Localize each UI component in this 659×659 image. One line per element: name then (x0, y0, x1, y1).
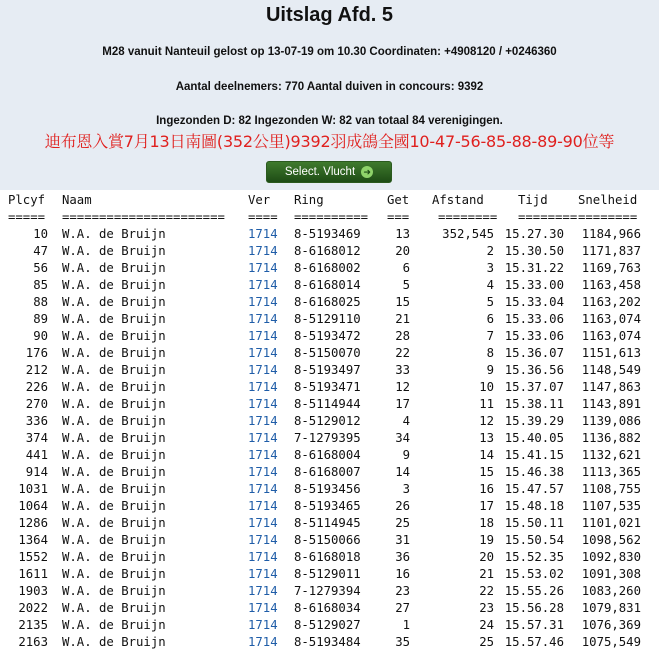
cell-snelheid: 1136,882 (581, 431, 641, 445)
cell-snelheid: 1083,260 (581, 584, 641, 598)
select-flight-label: Select. Vlucht (284, 166, 356, 178)
cell-plcyf: 90 (33, 329, 48, 343)
cell-naam: W.A. de Bruijn (62, 312, 166, 326)
cell-naam: W.A. de Bruijn (62, 635, 166, 649)
cell-snelheid: 1151,613 (581, 346, 641, 360)
cell-naam: W.A. de Bruijn (62, 363, 166, 377)
cell-tijd: 15.46.38 (504, 465, 564, 479)
submissions-info: Ingezonden D: 82 Ingezonden W: 82 van totaal 84 verenigingen. (156, 115, 503, 127)
cell-tijd: 15.33.06 (504, 329, 564, 343)
cell-plcyf: 10 (33, 227, 48, 241)
sep-ver: ==== (248, 210, 278, 224)
results-table (0, 192, 659, 651)
cell-snelheid: 1108,755 (581, 482, 641, 496)
table-row (0, 260, 659, 277)
cell-afstand: 16 (479, 482, 494, 496)
cell-naam: W.A. de Bruijn (62, 550, 166, 564)
cell-snelheid: 1101,021 (581, 516, 641, 530)
table-row (0, 226, 659, 243)
cell-snelheid: 1091,308 (581, 567, 641, 581)
cell-get: 6 (402, 261, 410, 275)
cell-ver-link[interactable]: 1714 (248, 295, 278, 309)
cell-get: 13 (395, 227, 410, 241)
cell-ring: 8-5129027 (294, 618, 361, 632)
cell-ver-link[interactable]: 1714 (248, 227, 278, 241)
cell-plcyf: 85 (33, 278, 48, 292)
cell-tijd: 15.48.18 (504, 499, 564, 513)
cell-ring: 8-6168014 (294, 278, 361, 292)
table-row (0, 447, 659, 464)
cell-afstand: 6 (486, 312, 494, 326)
col-plcyf: Plcyf (8, 193, 46, 207)
cell-ver-link[interactable]: 1714 (248, 601, 278, 615)
cell-naam: W.A. de Bruijn (62, 533, 166, 547)
table-row (0, 243, 659, 260)
col-ver: Ver (248, 193, 271, 207)
col-tijd: Tijd (518, 193, 548, 207)
cell-snelheid: 1139,086 (581, 414, 641, 428)
cell-plcyf: 1611 (18, 567, 48, 581)
flight-info: M28 vanuit Nanteuil gelost op 13-07-19 om 10.30 Coordinaten: +4908120 / +0246360 (102, 46, 557, 58)
cell-naam: W.A. de Bruijn (62, 295, 166, 309)
cell-afstand: 20 (479, 550, 494, 564)
cell-afstand: 5 (486, 295, 494, 309)
cell-plcyf: 89 (33, 312, 48, 326)
cell-afstand: 8 (486, 346, 494, 360)
cell-naam: W.A. de Bruijn (62, 499, 166, 513)
table-body (0, 226, 659, 651)
cell-get: 12 (395, 380, 410, 394)
cell-get: 5 (402, 278, 410, 292)
table-row (0, 396, 659, 413)
cell-snelheid: 1163,074 (581, 312, 641, 326)
table-row (0, 413, 659, 430)
cell-tijd: 15.37.07 (504, 380, 564, 394)
cell-snelheid: 1098,562 (581, 533, 641, 547)
cell-naam: W.A. de Bruijn (62, 414, 166, 428)
cell-snelheid: 1163,202 (581, 295, 641, 309)
cell-plcyf: 226 (25, 380, 48, 394)
col-afstand: Afstand (432, 193, 484, 207)
cell-snelheid: 1169,763 (581, 261, 641, 275)
table-row (0, 617, 659, 634)
cell-get: 1 (402, 618, 410, 632)
cell-get: 14 (395, 465, 410, 479)
cell-naam: W.A. de Bruijn (62, 261, 166, 275)
cell-tijd: 15.52.35 (504, 550, 564, 564)
cell-tijd: 15.33.00 (504, 278, 564, 292)
cell-naam: W.A. de Bruijn (62, 584, 166, 598)
cell-ver-link[interactable]: 1714 (248, 380, 278, 394)
cell-tijd: 15.33.04 (504, 295, 564, 309)
cell-get: 15 (395, 295, 410, 309)
cell-ver-link[interactable]: 1714 (248, 431, 278, 445)
table-row (0, 362, 659, 379)
cell-snelheid: 1132,621 (581, 448, 641, 462)
cell-afstand: 7 (486, 329, 494, 343)
cell-naam: W.A. de Bruijn (62, 567, 166, 581)
cell-plcyf: 374 (25, 431, 48, 445)
cell-ver-link[interactable]: 1714 (248, 346, 278, 360)
cell-naam: W.A. de Bruijn (62, 346, 166, 360)
cell-naam: W.A. de Bruijn (62, 465, 166, 479)
cell-afstand: 24 (479, 618, 494, 632)
cell-naam: W.A. de Bruijn (62, 431, 166, 445)
cell-ring: 8-5193456 (294, 482, 361, 496)
cell-naam: W.A. de Bruijn (62, 448, 166, 462)
cell-ver-link[interactable]: 1714 (248, 397, 278, 411)
cell-plcyf: 1552 (18, 550, 48, 564)
cell-naam: W.A. de Bruijn (62, 278, 166, 292)
cell-get: 33 (395, 363, 410, 377)
cell-tijd: 15.56.28 (504, 601, 564, 615)
cell-ver-link[interactable]: 1714 (248, 244, 278, 258)
cell-get: 28 (395, 329, 410, 343)
cell-ring: 8-6168004 (294, 448, 361, 462)
cell-snelheid: 1148,549 (581, 363, 641, 377)
cell-tijd: 15.30.50 (504, 244, 564, 258)
table-row (0, 549, 659, 566)
cell-afstand: 9 (486, 363, 494, 377)
cell-snelheid: 1163,458 (581, 278, 641, 292)
cell-afstand: 19 (479, 533, 494, 547)
cell-plcyf: 270 (25, 397, 48, 411)
cell-plcyf: 336 (25, 414, 48, 428)
cell-naam: W.A. de Bruijn (62, 618, 166, 632)
cell-ver-link[interactable]: 1714 (248, 499, 278, 513)
table-row (0, 498, 659, 515)
cell-snelheid: 1184,966 (581, 227, 641, 241)
cell-ring: 8-6168034 (294, 601, 361, 615)
cell-ring: 7-1279394 (294, 584, 361, 598)
cell-plcyf: 47 (33, 244, 48, 258)
cell-ring: 8-5193471 (294, 380, 361, 394)
cell-ver-link[interactable]: 1714 (248, 261, 278, 275)
cell-ver-link[interactable]: 1714 (248, 414, 278, 428)
page-title: Uitslag Afd. 5 (265, 4, 394, 26)
cell-ver-link[interactable]: 1714 (248, 465, 278, 479)
col-ring: Ring (294, 193, 324, 207)
cell-get: 16 (395, 567, 410, 581)
cell-tijd: 15.47.57 (504, 482, 564, 496)
table-row (0, 277, 659, 294)
cell-ver-link[interactable]: 1714 (248, 312, 278, 326)
cell-ver-link[interactable]: 1714 (248, 618, 278, 632)
table-row (0, 430, 659, 447)
cell-ring: 8-5129110 (294, 312, 361, 326)
sep-snelheid: ======== (578, 210, 638, 224)
cell-afstand: 21 (479, 567, 494, 581)
cell-ring: 8-5114944 (294, 397, 361, 411)
table-row (0, 464, 659, 481)
cell-plcyf: 441 (25, 448, 48, 462)
cell-ring: 7-1279395 (294, 431, 361, 445)
cell-ring: 8-6168018 (294, 550, 361, 564)
cell-plcyf: 1064 (18, 499, 48, 513)
table-separator (0, 209, 659, 226)
cell-afstand: 12 (479, 414, 494, 428)
table-row (0, 481, 659, 498)
cell-ver-link[interactable]: 1714 (248, 329, 278, 343)
cell-naam: W.A. de Bruijn (62, 329, 166, 343)
cell-afstand: 4 (486, 278, 494, 292)
cell-ring: 8-6168025 (294, 295, 361, 309)
cell-ring: 8-6168012 (294, 244, 361, 258)
table-row (0, 345, 659, 362)
cell-ver-link[interactable]: 1714 (248, 567, 278, 581)
results-banner: 迪布恩入賞7月13日南圖(352公里)9392羽成鴿全國10-47-56-85-88-89-90位等 (44, 132, 615, 151)
cell-ring: 8-5193497 (294, 363, 361, 377)
cell-ver-link[interactable]: 1714 (248, 533, 278, 547)
table-row (0, 515, 659, 532)
cell-plcyf: 2135 (18, 618, 48, 632)
cell-snelheid: 1076,369 (581, 618, 641, 632)
sep-tijd: ======== (518, 210, 578, 224)
cell-ver-link[interactable]: 1714 (248, 278, 278, 292)
cell-ver-link[interactable]: 1714 (248, 482, 278, 496)
cell-plcyf: 56 (33, 261, 48, 275)
cell-get: 35 (395, 635, 410, 649)
cell-get: 22 (395, 346, 410, 360)
cell-tijd: 15.50.11 (504, 516, 564, 530)
cell-plcyf: 1364 (18, 533, 48, 547)
cell-get: 26 (395, 499, 410, 513)
cell-ver-link[interactable]: 1714 (248, 448, 278, 462)
cell-get: 31 (395, 533, 410, 547)
cell-get: 23 (395, 584, 410, 598)
cell-ring: 8-6168007 (294, 465, 361, 479)
cell-snelheid: 1075,549 (581, 635, 641, 649)
cell-ver-link[interactable]: 1714 (248, 516, 278, 530)
cell-afstand: 17 (479, 499, 494, 513)
cell-ring: 8-5150070 (294, 346, 361, 360)
cell-plcyf: 1903 (18, 584, 48, 598)
cell-ver-link[interactable]: 1714 (248, 584, 278, 598)
cell-tijd: 15.31.22 (504, 261, 564, 275)
table-row (0, 379, 659, 396)
cell-snelheid: 1079,831 (581, 601, 641, 615)
cell-ring: 8-5129012 (294, 414, 361, 428)
cell-snelheid: 1113,365 (581, 465, 641, 479)
cell-naam: W.A. de Bruijn (62, 397, 166, 411)
cell-snelheid: 1147,863 (581, 380, 641, 394)
cell-get: 20 (395, 244, 410, 258)
cell-get: 21 (395, 312, 410, 326)
cell-tijd: 15.36.07 (504, 346, 564, 360)
cell-naam: W.A. de Bruijn (62, 227, 166, 241)
page-header (0, 0, 659, 190)
cell-ring: 8-5193469 (294, 227, 361, 241)
cell-get: 36 (395, 550, 410, 564)
table-row (0, 566, 659, 583)
cell-tijd: 15.55.26 (504, 584, 564, 598)
cell-ver-link[interactable]: 1714 (248, 635, 278, 649)
cell-get: 27 (395, 601, 410, 615)
cell-plcyf: 88 (33, 295, 48, 309)
cell-plcyf: 1286 (18, 516, 48, 530)
sep-afstand: ======== (438, 210, 498, 224)
select-flight-button[interactable] (266, 161, 392, 183)
cell-afstand: 11 (479, 397, 494, 411)
cell-plcyf: 914 (25, 465, 48, 479)
sep-get: === (387, 210, 410, 224)
cell-snelheid: 1163,074 (581, 329, 641, 343)
cell-get: 34 (395, 431, 410, 445)
cell-plcyf: 2022 (18, 601, 48, 615)
cell-ring: 8-5193484 (294, 635, 361, 649)
cell-plcyf: 176 (25, 346, 48, 360)
table-row (0, 634, 659, 651)
participants-info: Aantal deelnemers: 770 Aantal duiven in concours: 9392 (175, 81, 484, 93)
table-row (0, 311, 659, 328)
cell-tijd: 15.39.29 (504, 414, 564, 428)
sep-ring: ========== (294, 210, 369, 224)
cell-tijd: 15.57.31 (504, 618, 564, 632)
cell-plcyf: 2163 (18, 635, 48, 649)
cell-afstand: 10 (479, 380, 494, 394)
cell-naam: W.A. de Bruijn (62, 601, 166, 615)
cell-ring: 8-5150066 (294, 533, 361, 547)
cell-ring: 8-5129011 (294, 567, 361, 581)
cell-naam: W.A. de Bruijn (62, 244, 166, 258)
table-row (0, 328, 659, 345)
col-naam: Naam (62, 193, 92, 207)
cell-ring: 8-5193465 (294, 499, 361, 513)
cell-tijd: 15.33.06 (504, 312, 564, 326)
cell-afstand: 15 (479, 465, 494, 479)
cell-tijd: 15.41.15 (504, 448, 564, 462)
cell-get: 17 (395, 397, 410, 411)
arrow-right-icon: ➜ (361, 166, 373, 178)
cell-naam: W.A. de Bruijn (62, 482, 166, 496)
cell-get: 4 (402, 414, 410, 428)
cell-get: 3 (402, 482, 410, 496)
cell-ring: 8-5114945 (294, 516, 361, 530)
cell-afstand: 2 (486, 244, 494, 258)
cell-afstand: 3 (486, 261, 494, 275)
cell-naam: W.A. de Bruijn (62, 516, 166, 530)
cell-plcyf: 1031 (18, 482, 48, 496)
col-get: Get (387, 193, 410, 207)
cell-tijd: 15.38.11 (504, 397, 564, 411)
cell-tijd: 15.36.56 (504, 363, 564, 377)
cell-snelheid: 1143,891 (581, 397, 641, 411)
table-row (0, 600, 659, 617)
cell-afstand: 23 (479, 601, 494, 615)
cell-tijd: 15.40.05 (504, 431, 564, 445)
table-row (0, 583, 659, 600)
cell-afstand: 352,545 (442, 227, 494, 241)
cell-snelheid: 1171,837 (581, 244, 641, 258)
table-row (0, 294, 659, 311)
cell-get: 25 (395, 516, 410, 530)
col-snelheid: Snelheid (578, 193, 638, 207)
cell-tijd: 15.27.30 (504, 227, 564, 241)
cell-get: 9 (402, 448, 410, 462)
cell-tijd: 15.57.46 (504, 635, 564, 649)
cell-afstand: 22 (479, 584, 494, 598)
cell-ver-link[interactable]: 1714 (248, 363, 278, 377)
cell-ver-link[interactable]: 1714 (248, 550, 278, 564)
sep-naam: ====================== (62, 210, 225, 224)
sep-plcyf: ===== (8, 210, 46, 224)
cell-afstand: 25 (479, 635, 494, 649)
cell-plcyf: 212 (25, 363, 48, 377)
cell-ring: 8-5193472 (294, 329, 361, 343)
cell-snelheid: 1107,535 (581, 499, 641, 513)
cell-afstand: 13 (479, 431, 494, 445)
cell-afstand: 14 (479, 448, 494, 462)
cell-naam: W.A. de Bruijn (62, 380, 166, 394)
cell-tijd: 15.53.02 (504, 567, 564, 581)
cell-snelheid: 1092,830 (581, 550, 641, 564)
table-header (0, 192, 659, 209)
cell-ring: 8-6168002 (294, 261, 361, 275)
cell-afstand: 18 (479, 516, 494, 530)
cell-tijd: 15.50.54 (504, 533, 564, 547)
table-row (0, 532, 659, 549)
